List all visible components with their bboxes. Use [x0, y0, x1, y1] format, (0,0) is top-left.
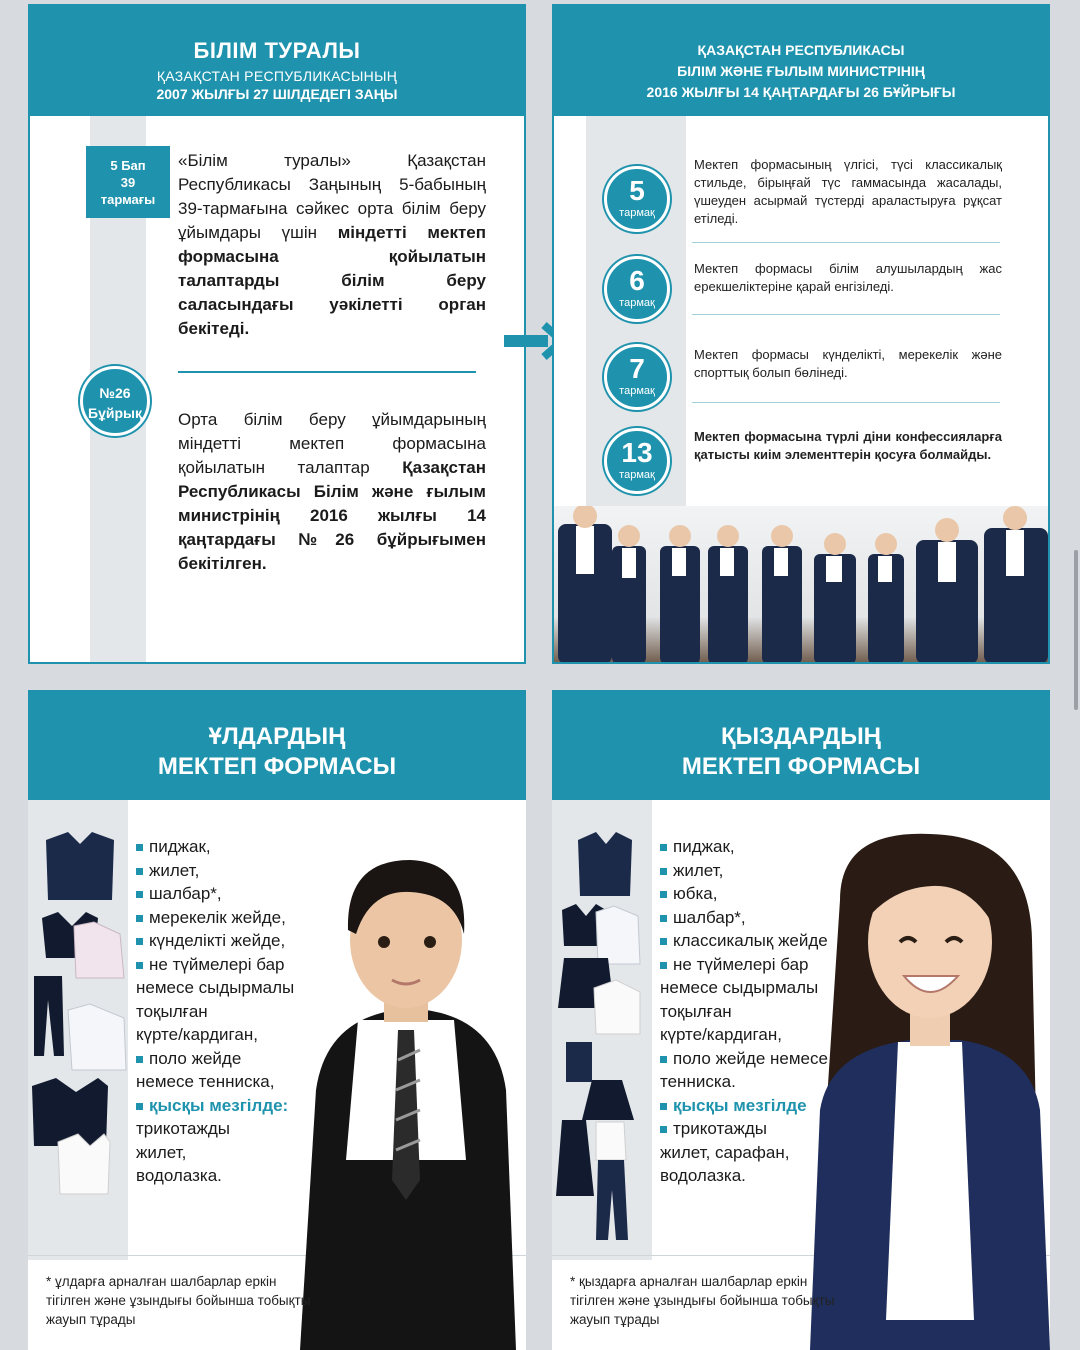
boys-title-line: ҰЛДАРДЫҢ	[208, 723, 346, 750]
girls-footnote: * қыздарға арналған шалбарлар еркін тігілген және ұзындығы бойынша тобықты жауып тұрады	[570, 1274, 835, 1327]
list-item	[660, 859, 870, 883]
bullet-icon	[136, 1103, 143, 1110]
bullet-icon	[660, 915, 667, 922]
order-title-line: ҚАЗАҚСТАН РЕСПУБЛИКАСЫ	[697, 42, 905, 58]
list-item	[136, 1094, 336, 1118]
bullet-icon	[660, 938, 667, 945]
girls-uniform-panel	[552, 690, 1050, 1350]
clause-text-6: Мектеп формасы білім алушылардың жас ерекшеліктеріне қарай енгізіледі.	[694, 261, 1002, 294]
bullet-icon	[660, 844, 667, 851]
list-item	[660, 1094, 870, 1118]
bullet-icon	[136, 1056, 143, 1063]
clause-number: 7	[629, 353, 645, 384]
law-subtitle: ҚАЗАҚСТАН РЕСПУБЛИКАСЫНЫҢ	[156, 68, 398, 84]
list-item-text: не түймелері бар	[149, 954, 285, 974]
list-item	[660, 906, 870, 930]
list-item-text: поло жейде немесе	[673, 1048, 828, 1068]
list-item-text: қысқы мезгілде	[673, 1095, 807, 1115]
list-item	[660, 882, 870, 906]
bullet-icon	[136, 844, 143, 851]
boys-title-line: МЕКТЕП ФОРМАСЫ	[157, 753, 397, 780]
list-item-text: поло жейде	[149, 1048, 242, 1068]
boys-uniform-panel	[28, 690, 526, 1350]
list-item	[136, 859, 336, 883]
bullet-icon	[136, 962, 143, 969]
list-item-text: не түймелері бар	[673, 954, 809, 974]
law-paragraph-1-plain: «Білім туралы» Қазақстан Республикасы Заңының 5-бабының 39-тармағына сәйкес орта білім беру ұйымдары үшін	[178, 151, 486, 242]
law-header	[30, 6, 524, 116]
list-item	[660, 929, 870, 953]
scrollbar[interactable]	[1074, 550, 1078, 710]
law-paragraph-2	[178, 408, 486, 576]
badge-line: тармағы	[100, 192, 156, 207]
clause-badge-13	[604, 428, 670, 494]
list-item-text: жилет,	[149, 860, 200, 880]
law-paragraph-2-plain: Орта білім беру ұйымдарының міндетті мектеп формасына қойылатын талаптар	[178, 410, 486, 477]
girls-clothes-illustration	[552, 830, 662, 1250]
clause-label: тармақ	[619, 207, 655, 219]
list-item-cont: немесе тенниска,	[136, 1072, 275, 1091]
list-item	[660, 835, 870, 859]
girls-title-line: ҚЫЗДАРДЫҢ	[720, 723, 882, 750]
boys-clothes-illustration	[28, 830, 138, 1250]
list-item-text: классикалық жейде	[673, 931, 828, 950]
clause-number: 13	[621, 437, 653, 468]
list-item	[136, 929, 336, 953]
list-item-cont: водолазка.	[660, 1166, 746, 1185]
list-item-text: шалбар*,	[673, 907, 746, 927]
bullet-icon	[136, 915, 143, 922]
bullet-icon	[136, 938, 143, 945]
list-item	[660, 953, 870, 977]
clause-label: тармақ	[619, 385, 655, 397]
list-item-cont: күрте/кардиган,	[660, 1025, 782, 1044]
girls-items-list	[660, 835, 870, 1188]
list-item-cont: водолазка.	[136, 1166, 222, 1185]
list-item-cont: немесе сыдырмалы	[660, 978, 819, 997]
bullet-icon	[136, 868, 143, 875]
list-item	[660, 1117, 870, 1141]
list-item-text: шалбар*,	[149, 884, 222, 903]
law-panel	[28, 4, 526, 664]
clause-text-13: Мектеп формасына түрлі діни конфессияларға қатысты киім элементтерін қосуға болмайды.	[694, 429, 1002, 462]
list-item-cont: немесе сыдырмалы	[136, 978, 295, 997]
students-photo	[554, 506, 1050, 664]
clause-badge-7	[604, 344, 670, 410]
list-item-text: жилет,	[673, 860, 724, 880]
clause-badge-6	[604, 256, 670, 322]
boys-header	[28, 690, 526, 800]
badge-line: 5 Бап	[110, 158, 146, 173]
list-item-text: күнделікті жейде,	[149, 931, 286, 950]
bullet-icon	[660, 868, 667, 875]
order-badge	[80, 366, 150, 436]
list-item-cont: күрте/кардиган,	[136, 1025, 258, 1044]
list-item	[136, 953, 336, 977]
law-date: 2007 ЖЫЛҒЫ 27 ШІЛДЕДЕГІ ЗАҢЫ	[156, 86, 398, 102]
list-item-text: пиджак,	[673, 837, 735, 856]
law-paragraph-1	[178, 149, 486, 341]
list-item-cont: жилет, сарафан,	[660, 1142, 790, 1162]
boys-footnote: * ұлдарға арналған шалбарлар еркін тігілген және ұзындығы бойынша тобықты жауып тұрады	[46, 1274, 311, 1327]
list-item-text: юбка,	[673, 884, 718, 903]
clause-badge-5	[604, 166, 670, 232]
order-panel	[552, 4, 1050, 664]
list-item-text: трикотажды	[673, 1119, 768, 1138]
law-paragraph-1-bold: міндетті мектеп формасына қойылатын талаптарды білім беру саласындағы уәкілетті орган бекітеді.	[178, 223, 486, 338]
clause-label: тармақ	[619, 297, 655, 309]
list-item-text: мерекелік жейде,	[149, 907, 286, 927]
law-paragraph-2-bold: Қазақстан Республикасы Білім және ғылым министрінің 2016 жылғы 14 қаңтардағы №26 бұйрығымен бекітілген.	[178, 458, 486, 573]
list-item-cont: трикотажды	[136, 1119, 231, 1138]
girls-header	[552, 690, 1050, 800]
order-title-line: 2016 ЖЫЛҒЫ 14 ҚАҢТАРДАҒЫ 26 БҰЙРЫҒЫ	[646, 84, 956, 100]
badge-line: №26	[99, 385, 131, 401]
list-item-text: пиджак,	[149, 837, 211, 856]
list-item-cont: тоқылған	[660, 1001, 732, 1021]
list-item-text: қысқы мезгілде:	[149, 1095, 289, 1115]
bullet-icon	[660, 1056, 667, 1063]
list-item	[136, 882, 336, 906]
divider	[692, 242, 1000, 243]
bullet-icon	[660, 1126, 667, 1133]
bullet-icon	[660, 1103, 667, 1110]
divider	[692, 402, 1000, 403]
list-item	[136, 906, 336, 930]
divider	[692, 314, 1000, 315]
list-item-cont: жилет,	[136, 1142, 187, 1162]
order-header	[554, 6, 1048, 116]
bullet-icon	[660, 891, 667, 898]
law-title: БІЛІМ ТУРАЛЫ	[193, 38, 361, 63]
list-item	[136, 835, 336, 859]
girls-title-line: МЕКТЕП ФОРМАСЫ	[681, 753, 921, 780]
boys-items-list	[136, 835, 336, 1188]
clause-text-5: Мектеп формасының үлгісі, түсі классикалық стильде, бірыңғай түс гаммасында жасалады, үшеуден асырмай түстерді араластыруға рұқсат етіледі.	[694, 157, 1002, 226]
list-item	[136, 1047, 336, 1071]
clause-label: тармақ	[619, 469, 655, 481]
clause-text-7: Мектеп формасы күнделікті, мерекелік және спорттық болып бөлінеді.	[694, 347, 1002, 380]
article-badge	[86, 146, 170, 218]
clause-number: 5	[629, 175, 645, 206]
clause-number: 6	[629, 265, 645, 296]
badge-line: Бұйрық	[88, 405, 142, 421]
list-item-cont: тенниска.	[660, 1072, 736, 1091]
order-title-line: БІЛІМ ЖӘНЕ ҒЫЛЫМ МИНИСТРІНІҢ	[677, 63, 925, 79]
divider	[178, 371, 476, 373]
bullet-icon	[660, 962, 667, 969]
badge-line: 39	[120, 175, 136, 190]
list-item-cont: тоқылған	[136, 1001, 208, 1021]
bullet-icon	[136, 891, 143, 898]
list-item	[660, 1047, 870, 1071]
